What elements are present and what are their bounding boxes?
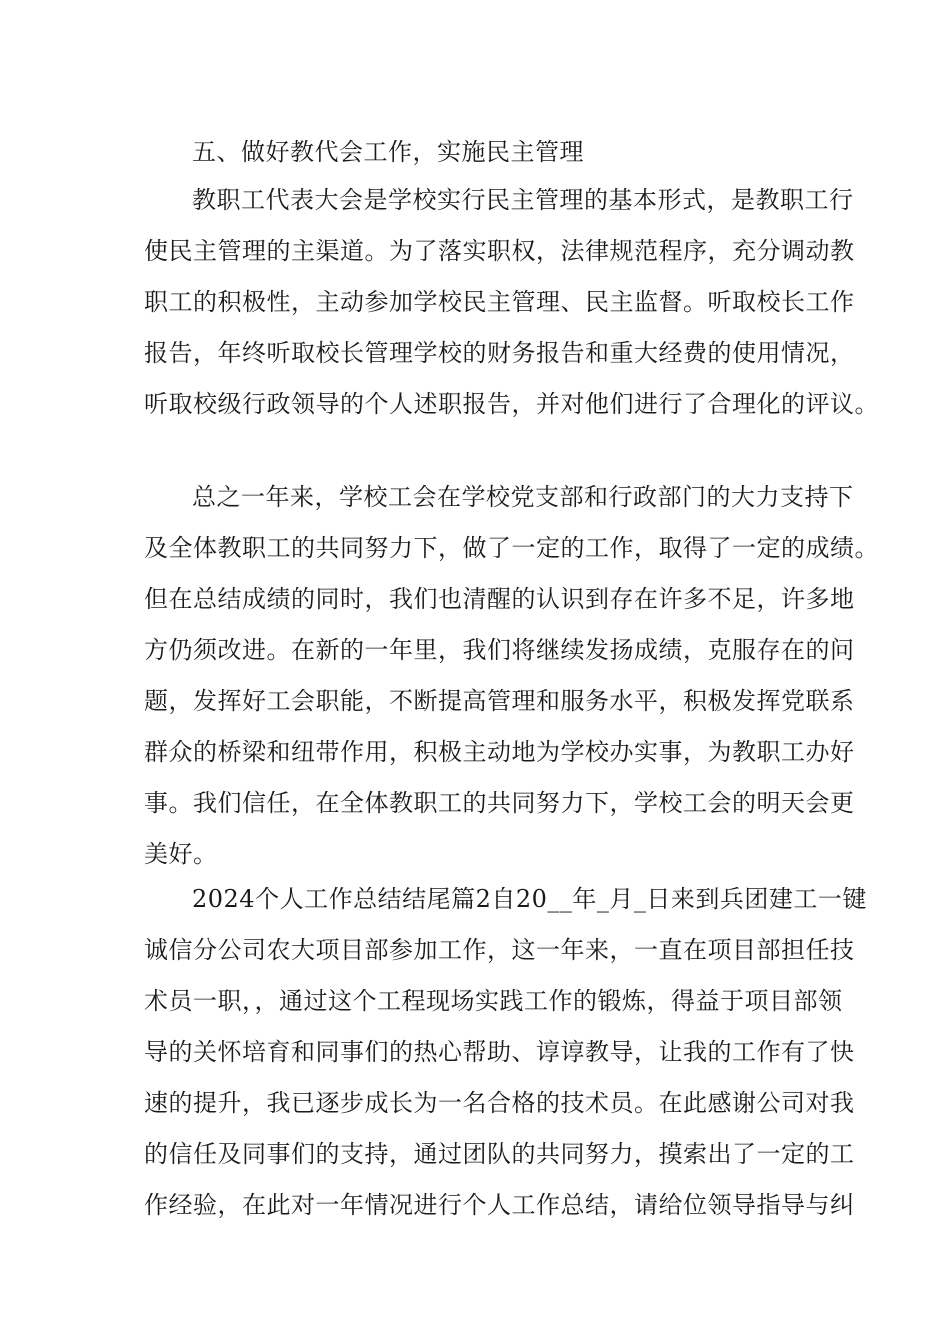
paragraph-line: 听取校级行政领导的个人述职报告，并对他们进行了合理化的评议。 [144,390,879,418]
paragraph-line: 教职工代表大会是学校实行民主管理的基本形式，是教职工行 [192,186,854,214]
paragraph-line: 题，发挥好工会职能，不断提高管理和服务水平，积极发挥党联系 [144,687,855,715]
paragraph-line: 群众的桥梁和纽带作用，积极主动地为学校办实事，为教职工办好 [144,738,855,766]
paragraph-line: 总之一年来，学校工会在学校党支部和行政部门的大力支持下 [192,483,854,511]
paragraph-line: 使民主管理的主渠道。为了落实职权，法律规范程序，充分调动教 [144,237,855,265]
paragraph-line: 导的关怀培育和同事们的热心帮助、谆谆教导，让我的工作有了快 [144,1038,855,1066]
paragraph-line: 事。我们信任，在全体教职工的共同努力下，学校工会的明天会更 [144,789,855,817]
paragraph-line: 职工的积极性，主动参加学校民主管理、民主监督。听取校长工作 [144,288,855,316]
paragraph-line: 术员一职，，通过这个工程现场实践工作的锻炼，得益于项目部领 [144,987,843,1015]
paragraph-line: 的信任及同事们的支持，通过团队的共同努力，摸索出了一定的工 [144,1140,855,1168]
section-heading: 五、做好教代会工作，实施民主管理 [192,138,584,166]
paragraph-line: 诚信分公司农大项目部参加工作，这一年来，一直在项目部担任技 [144,936,855,964]
paragraph-line: 作经验，在此对一年情况进行个人工作总结，请给位领导指导与纠 [144,1191,855,1219]
paragraph-line: 2024个人工作总结结尾篇2自20__年_月_日来到兵团建工一键 [192,885,867,913]
paragraph-line: 及全体教职工的共同努力下，做了一定的工作，取得了一定的成绩。 [144,534,879,562]
paragraph-line: 方仍须改进。在新的一年里，我们将继续发扬成绩，克服存在的问 [144,636,855,664]
paragraph-line: 速的提升，我已逐步成长为一名合格的技术员。在此感谢公司对我 [144,1089,855,1117]
paragraph-line: 美好。 [144,840,218,868]
paragraph-line: 报告，年终听取校长管理学校的财务报告和重大经费的使用情况， [144,339,855,367]
paragraph-line: 但在总结成绩的同时，我们也清醒的认识到存在许多不足，许多地 [144,585,855,613]
